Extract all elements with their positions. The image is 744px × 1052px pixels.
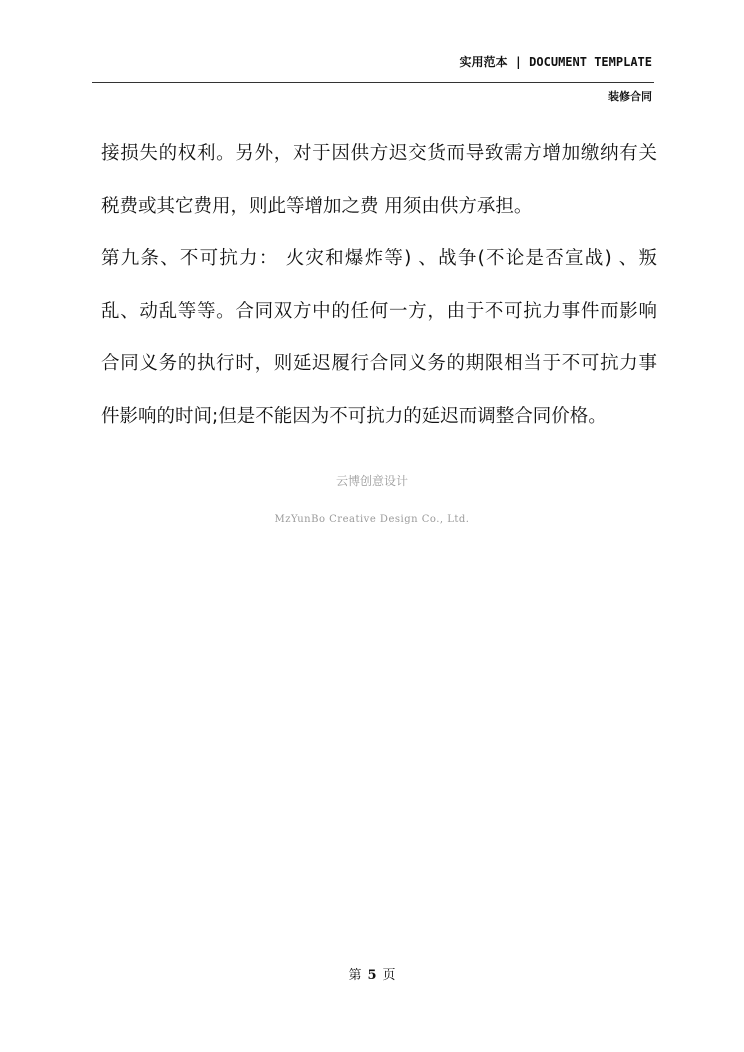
- body-line-3: 第九条、不可抗力： 火灾和爆炸等) 、战争(不论是否宣战) 、叛: [101, 248, 657, 269]
- body-line-6: 件影响的时间;但是不能因为不可抗力的延迟而调整合同价格。: [101, 405, 607, 427]
- body-text: [101, 141, 657, 456]
- body-line-2: 税费或其它费用，则此等增加之费 用须由供方承担。: [101, 195, 533, 217]
- page-number: [0, 964, 744, 983]
- header-subtitle: 装修合同: [608, 90, 652, 103]
- page-number-suffix: 页: [382, 968, 396, 983]
- body-line-5: 合同义务的执行时，则延迟履行合同义务的期限相当于不可抗力事: [101, 353, 657, 374]
- header-title: 实用范本 | DOCUMENT TEMPLATE: [459, 55, 652, 69]
- page-number-prefix: 第: [348, 968, 362, 983]
- body-line-4: 乱、动乱等等。合同双方中的任何一方，由于不可抗力事件而影响: [101, 300, 657, 322]
- footer-company-en: MzYunBo Creative Design Co., Ltd.: [274, 514, 470, 525]
- page-number-value: 5: [367, 968, 377, 983]
- body-line-1: 接损失的权利。另外，对于因供方迟交货而导致需方增加缴纳有关: [101, 143, 657, 164]
- footer-company-cn: 云博创意设计: [335, 474, 408, 488]
- header-divider: [92, 82, 654, 83]
